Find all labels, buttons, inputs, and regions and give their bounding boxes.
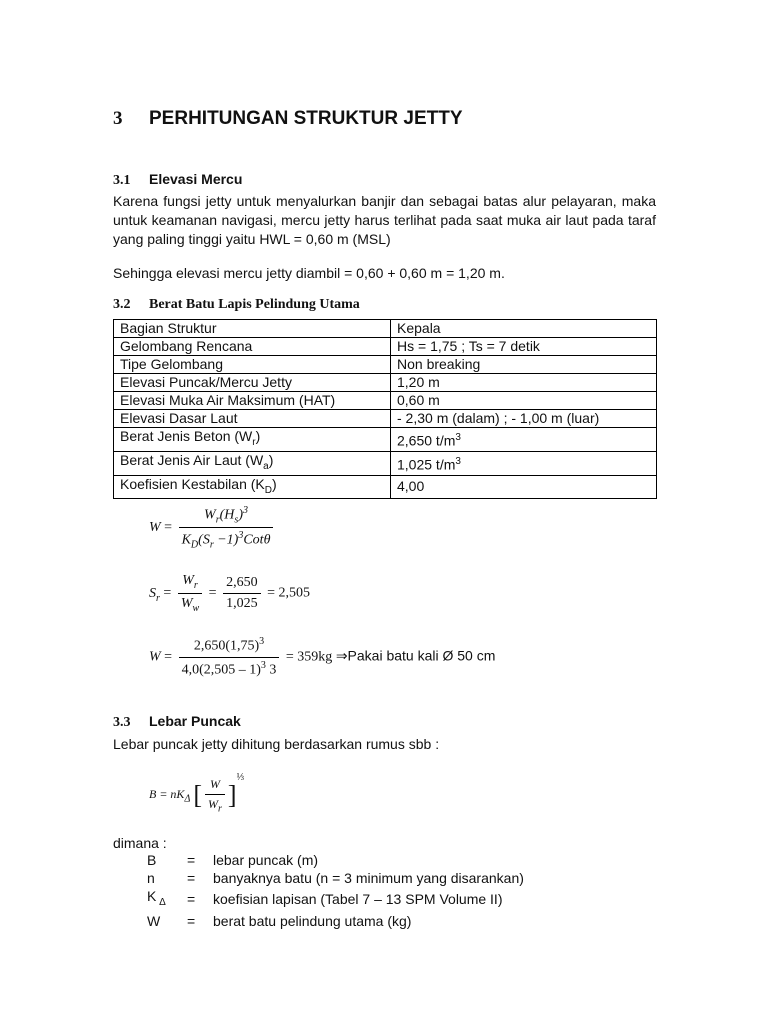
cell-text: Elevasi Puncak/Mercu Jetty [120, 374, 292, 390]
definition-text: berat batu pelindung utama (kg) [213, 912, 412, 929]
w-result: = 359kg [285, 649, 333, 665]
table-cell-value [391, 392, 657, 410]
table-cell-value [391, 356, 657, 374]
definition-eq [187, 887, 213, 912]
definition-text: banyaknya batu (n = 3 minimum yang disarankan) [213, 870, 524, 886]
paragraph-lebar-intro: Lebar puncak jetty dihitung berdasarkan rumus sbb : [113, 736, 440, 752]
definition-eq [187, 851, 213, 869]
cell-text: 0,60 m [397, 392, 440, 408]
table-cell-value [391, 428, 657, 452]
definition-text: K [147, 888, 157, 904]
sr-result: = 2,505 [267, 585, 310, 601]
definition-row [147, 887, 524, 912]
table-row [114, 428, 657, 452]
chapter-number: 3 [113, 108, 123, 129]
definition-text: = [187, 891, 196, 908]
table-cell-label [114, 338, 391, 356]
definition-row [147, 851, 524, 869]
cell-text: 4,00 [397, 478, 425, 495]
cell-text: Berat Jenis Beton (W [120, 428, 253, 444]
section-title: Lebar Puncak [149, 713, 241, 729]
section-heading-3-1 [113, 171, 242, 189]
table-cell-value [391, 410, 657, 428]
table-row [114, 356, 657, 374]
definition-text: koefisian lapisan (Tabel 7 – 13 SPM Volume II) [213, 891, 503, 908]
table-cell-label: Berat Jenis Beton $(W_r)$ [114, 428, 391, 452]
w-numerator: 2,650(1,75) [193, 638, 260, 654]
structure-parameters-table [113, 319, 657, 499]
definition-desc [213, 869, 524, 887]
definition-text: W [147, 912, 161, 929]
sr-numerator: 2,650 [226, 574, 258, 590]
cell-subscript: D [264, 484, 272, 496]
cell-text: Berat Jenis Air Laut (W [120, 451, 264, 468]
cell-text: Elevasi Dasar Laut [120, 410, 238, 426]
table-cell-label [114, 410, 391, 428]
cell-subscript: a [263, 460, 269, 472]
table-cell-value [391, 451, 657, 475]
table-cell-label: Koefisien Kestabilan $(K_D)$ [114, 475, 391, 499]
table-cell-value [391, 475, 657, 499]
formula-b: $B = nK_\Delta$ [ $\frac{W}{W_r}$ ]$^{\frac{1}{3}}$ [149, 772, 245, 814]
table-row [114, 410, 657, 428]
table-cell-value [391, 374, 657, 392]
definition-row [147, 912, 524, 930]
definition-row [147, 869, 524, 887]
table-cell-label [114, 374, 391, 392]
definition-text: = [187, 870, 196, 886]
cell-text: Hs = 1,75 ; Ts = 7 detik [397, 338, 540, 354]
definition-sym [147, 869, 187, 887]
w-denominator: 4,0(2,505 – 1) [181, 662, 261, 678]
table-row [114, 475, 657, 499]
sr-denominator: 1,025 [223, 593, 261, 612]
table-cell-label [114, 320, 391, 338]
formula-sr: $S_r$ = $\frac{W_r}{W_w}$ = $\frac{2,650}{1,025}$ = 2,505 [149, 573, 310, 614]
table-cell-label [114, 356, 391, 374]
delta-subscript: Δ [156, 896, 166, 908]
section-title: Elevasi Mercu [149, 171, 243, 187]
cell-text: Non breaking [397, 356, 481, 372]
section-number: 3.2 [113, 297, 131, 312]
formula-w: W = $\frac{W_r(H_s)^3}{K_D(S_r -1)^3Cot\theta}$ [149, 505, 276, 551]
formula-w-numeric: W = $\frac{2,650(1,75)^3}{4,0(2,505 - 1)^3 3}$ = 359kg ⇒Pakai batu kali Ø 50 cm [149, 636, 496, 678]
cell-text: Koefisien Kestabilan (K [120, 475, 265, 492]
dimana-label: dimana : [113, 835, 167, 851]
table-row [114, 374, 657, 392]
section-title: Berat Batu Lapis Pelindung Utama [149, 297, 360, 312]
cell-superscript: 3 [455, 432, 461, 444]
definition-text: lebar puncak (m) [213, 852, 319, 868]
cell-subscript: r [252, 436, 256, 448]
cell-text: - 2,30 m (dalam) ; - 1,00 m (luar) [397, 410, 600, 426]
definition-eq [187, 869, 213, 887]
definition-desc [213, 887, 524, 912]
variable-definitions [147, 851, 524, 930]
definition-desc [213, 912, 524, 930]
cell-text: 1,20 m [397, 374, 440, 390]
section-number: 3.1 [113, 173, 131, 188]
definition-text: n [147, 870, 155, 886]
cell-superscript: 3 [455, 455, 461, 467]
cell-text: Gelombang Rencana [120, 338, 253, 354]
definition-text: = [187, 852, 196, 868]
table-row [114, 320, 657, 338]
definition-desc [213, 851, 524, 869]
formula-note: ⇒Pakai batu kali Ø 50 cm [335, 647, 496, 664]
definition-sym [147, 887, 187, 912]
section-heading-3-2 [113, 297, 360, 313]
definition-sym [147, 912, 187, 930]
cell-text: 2,650 t/m [397, 432, 456, 449]
table-cell-value [391, 338, 657, 356]
cell-text: Elevasi Muka Air Maksimum (HAT) [120, 392, 336, 408]
table-cell-label [114, 392, 391, 410]
paragraph-sehingga: Sehingga elevasi mercu jetty diambil = 0,60 + 0,60 m = 1,20 m. [113, 265, 505, 281]
table-row [114, 338, 657, 356]
cell-text: Tipe Gelombang [120, 356, 223, 372]
chapter-heading [113, 108, 463, 130]
section-number: 3.3 [113, 715, 131, 730]
cell-text: 1,025 t/m [397, 456, 456, 473]
paragraph-elevasi: Karena fungsi jetty untuk menyalurkan banjir dan sebagai batas alur pelayaran, maka untuk keamanan navigasi, mercu jetty harus terlihat pada saat muka air laut pada taraf yang paling tinggi yaitu HWL = 0,60 m (MSL) [113, 193, 656, 247]
definition-text: B [147, 852, 157, 868]
cell-text: Bagian Struktur [120, 320, 217, 336]
definition-sym [147, 851, 187, 869]
cell-text: Kepala [397, 320, 441, 336]
table-row [114, 451, 657, 475]
definition-text: = [187, 912, 196, 929]
chapter-title: PERHITUNGAN STRUKTUR JETTY [149, 108, 463, 129]
section-heading-3-3 [113, 713, 241, 731]
definition-eq [187, 912, 213, 930]
table-cell-label: Berat Jenis Air Laut $(W_a)$ [114, 451, 391, 475]
table-cell-value [391, 320, 657, 338]
table-row [114, 392, 657, 410]
